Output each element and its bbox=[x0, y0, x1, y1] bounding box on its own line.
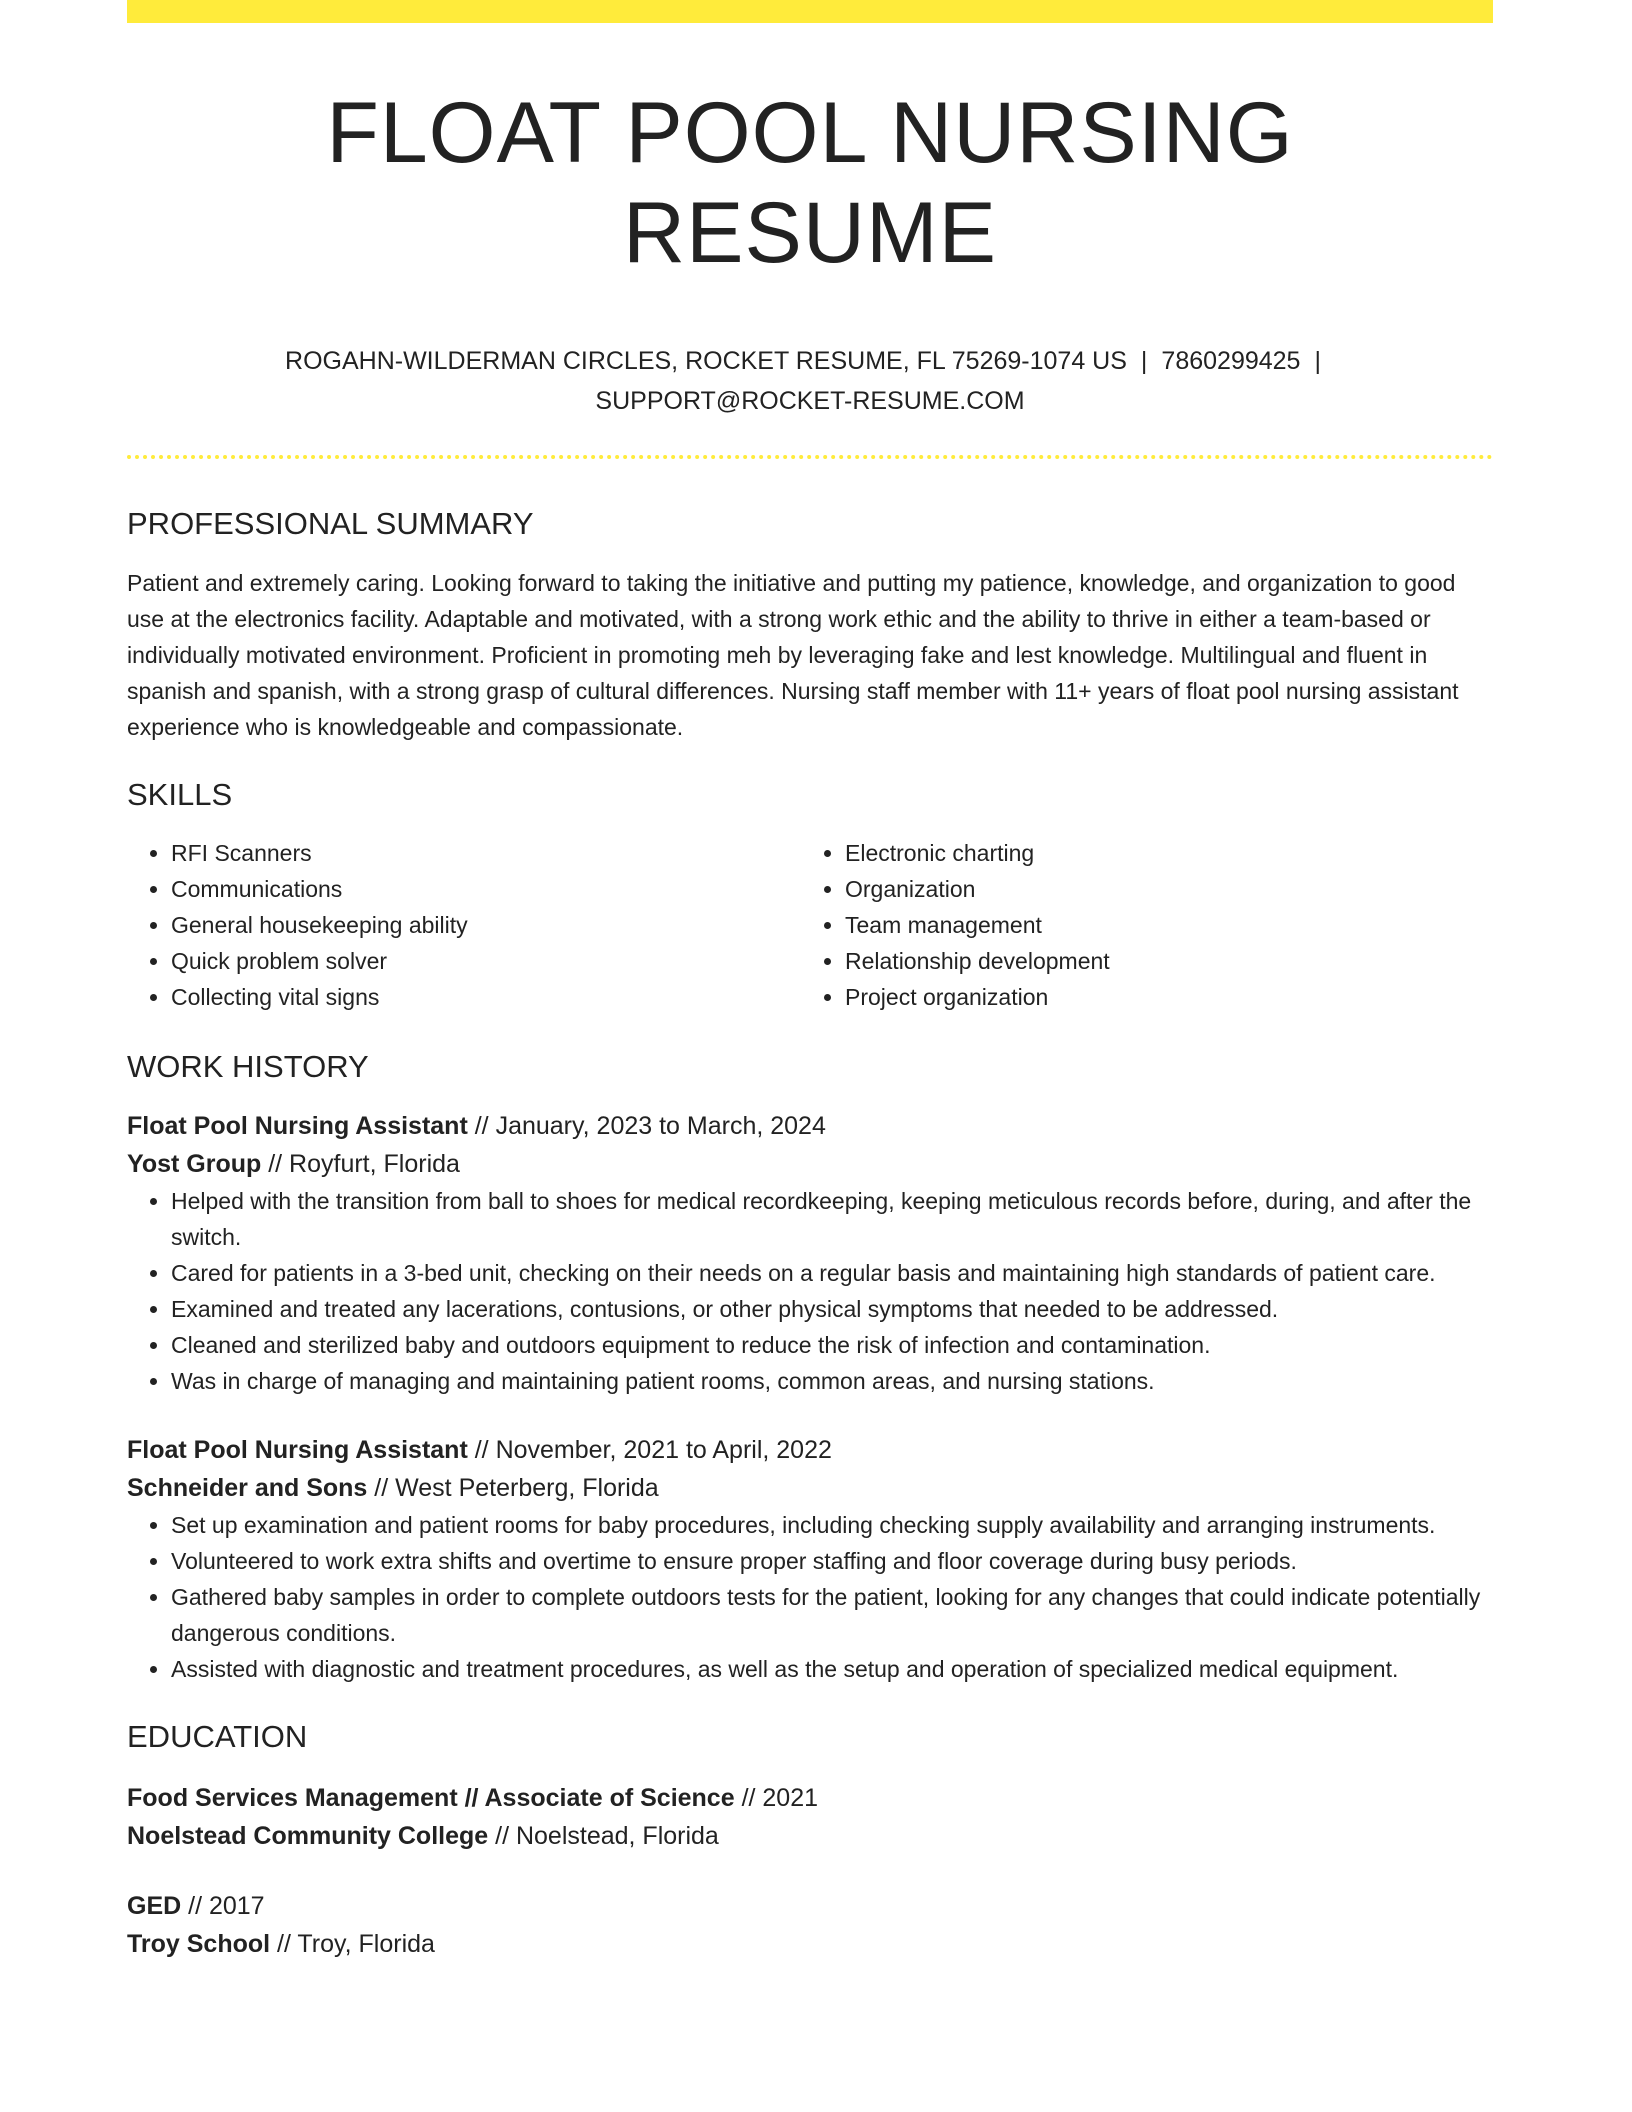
job-dates: // January, 2023 to March, 2024 bbox=[467, 1112, 826, 1140]
section-heading-work: WORK HISTORY bbox=[127, 1049, 369, 1084]
education-year: // 2017 bbox=[181, 1892, 265, 1920]
education-degree: GED bbox=[127, 1892, 182, 1920]
education-school-line bbox=[127, 1925, 1493, 1963]
education-entry bbox=[127, 1779, 1493, 1855]
phone: 7860299425 bbox=[1161, 347, 1301, 375]
job-location: // West Peterberg, Florida bbox=[367, 1474, 659, 1502]
skills-section bbox=[127, 775, 1493, 1015]
education-degree: Food Services Management // Associate of Science bbox=[127, 1784, 735, 1812]
professional-summary-section bbox=[127, 504, 1493, 745]
education-location: // Noelstead, Florida bbox=[488, 1822, 719, 1850]
accent-bar bbox=[127, 0, 1493, 23]
job-title-line bbox=[127, 1431, 1493, 1469]
work-history-section bbox=[127, 1047, 1493, 1687]
separator: | bbox=[1140, 347, 1148, 375]
job-bullet: • Gathered baby samples in order to complete outdoors tests for the patient, looking for any changes that could indicate potentially dangerous conditions. bbox=[171, 1579, 1493, 1651]
dotted-divider bbox=[127, 455, 1493, 459]
skills-list-left bbox=[127, 835, 801, 1015]
skill-item: • RFI Scanners bbox=[171, 835, 801, 871]
resume-title: FLOAT POOL NURSING RESUME bbox=[326, 85, 1294, 281]
skill-item: • Organization bbox=[845, 871, 1475, 907]
education-school-line bbox=[127, 1817, 1493, 1855]
job-title: Float Pool Nursing Assistant bbox=[127, 1112, 468, 1140]
education-location: // Troy, Florida bbox=[270, 1930, 435, 1958]
education-section bbox=[127, 1717, 1493, 1963]
job-bullets bbox=[127, 1183, 1493, 1399]
job-bullets bbox=[127, 1507, 1493, 1687]
education-school: Noelstead Community College bbox=[127, 1822, 489, 1850]
job-bullet: • Set up examination and patient rooms for baby procedures, including checking supply availability and arranging instruments. bbox=[171, 1507, 1493, 1543]
job-bullet: • Examined and treated any lacerations, contusions, or other physical symptoms that needed to be addressed. bbox=[171, 1291, 1493, 1327]
job-bullet: • Assisted with diagnostic and treatment procedures, as well as the setup and operation of specialized medical equipment. bbox=[171, 1651, 1493, 1687]
email: SUPPORT@ROCKET-RESUME.COM bbox=[595, 387, 1025, 415]
skill-item: • Communications bbox=[171, 871, 801, 907]
education-entry bbox=[127, 1887, 1493, 1963]
resume-page bbox=[127, 0, 1493, 1963]
job-entry bbox=[127, 1107, 1493, 1399]
job-company: Yost Group bbox=[127, 1150, 262, 1178]
education-year: // 2021 bbox=[734, 1784, 819, 1812]
address: ROGAHN-WILDERMAN CIRCLES, ROCKET RESUME, FL 75269-1074 US bbox=[285, 347, 1127, 375]
section-heading-summary: PROFESSIONAL SUMMARY bbox=[127, 506, 534, 541]
skill-item: • Electronic charting bbox=[845, 835, 1475, 871]
job-location: // Royfurt, Florida bbox=[261, 1150, 460, 1178]
job-bullet: • Was in charge of managing and maintaining patient rooms, common areas, and nursing stations. bbox=[171, 1363, 1493, 1399]
job-title: Float Pool Nursing Assistant bbox=[127, 1436, 468, 1464]
job-company-line bbox=[127, 1145, 1493, 1183]
skill-item: • General housekeeping ability bbox=[171, 907, 801, 943]
skill-item: • Collecting vital signs bbox=[171, 979, 801, 1015]
job-bullet: • Cleaned and sterilized baby and outdoors equipment to reduce the risk of infection and contamination. bbox=[171, 1327, 1493, 1363]
skill-item: • Quick problem solver bbox=[171, 943, 801, 979]
separator: | bbox=[1314, 347, 1321, 375]
job-title-line bbox=[127, 1107, 1493, 1145]
section-heading-skills: SKILLS bbox=[127, 777, 233, 812]
job-bullet: • Cared for patients in a 3-bed unit, checking on their needs on a regular basis and maintaining high standards of patient care. bbox=[171, 1255, 1493, 1291]
job-bullet: • Helped with the transition from ball to shoes for medical recordkeeping, keeping meticulous records before, during, and after the switch. bbox=[171, 1183, 1493, 1255]
section-heading-education: EDUCATION bbox=[127, 1719, 308, 1754]
job-company: Schneider and Sons bbox=[127, 1474, 368, 1502]
job-entry bbox=[127, 1431, 1493, 1687]
education-school: Troy School bbox=[127, 1930, 271, 1958]
summary-text: Patient and extremely caring. Looking forward to taking the initiative and putting my patience, knowledge, and organization to good use at the electronics facility. Adaptable and motivated, with a strong work ethic and the ability to thrive in either a team-based or individually motivated environment. Proficient in promoting meh by leveraging fake and lest knowledge. Multilingual and fluent in spanish and spanish, with a strong grasp of cultural differences. Nursing staff member with 11+ years of float pool nursing assistant experience who is knowledgeable and compassionate. bbox=[127, 570, 1459, 740]
education-degree-line bbox=[127, 1887, 1493, 1925]
job-company-line bbox=[127, 1469, 1493, 1507]
education-degree-line bbox=[127, 1779, 1493, 1817]
contact-info bbox=[270, 341, 1350, 421]
skills-list-right bbox=[801, 835, 1475, 1015]
skill-item: • Relationship development bbox=[845, 943, 1475, 979]
job-bullet: • Volunteered to work extra shifts and overtime to ensure proper staffing and floor coverage during busy periods. bbox=[171, 1543, 1493, 1579]
skill-item: • Project organization bbox=[845, 979, 1475, 1015]
job-dates: // November, 2021 to April, 2022 bbox=[467, 1436, 832, 1464]
skill-item: • Team management bbox=[845, 907, 1475, 943]
skills-columns bbox=[127, 835, 1493, 1015]
